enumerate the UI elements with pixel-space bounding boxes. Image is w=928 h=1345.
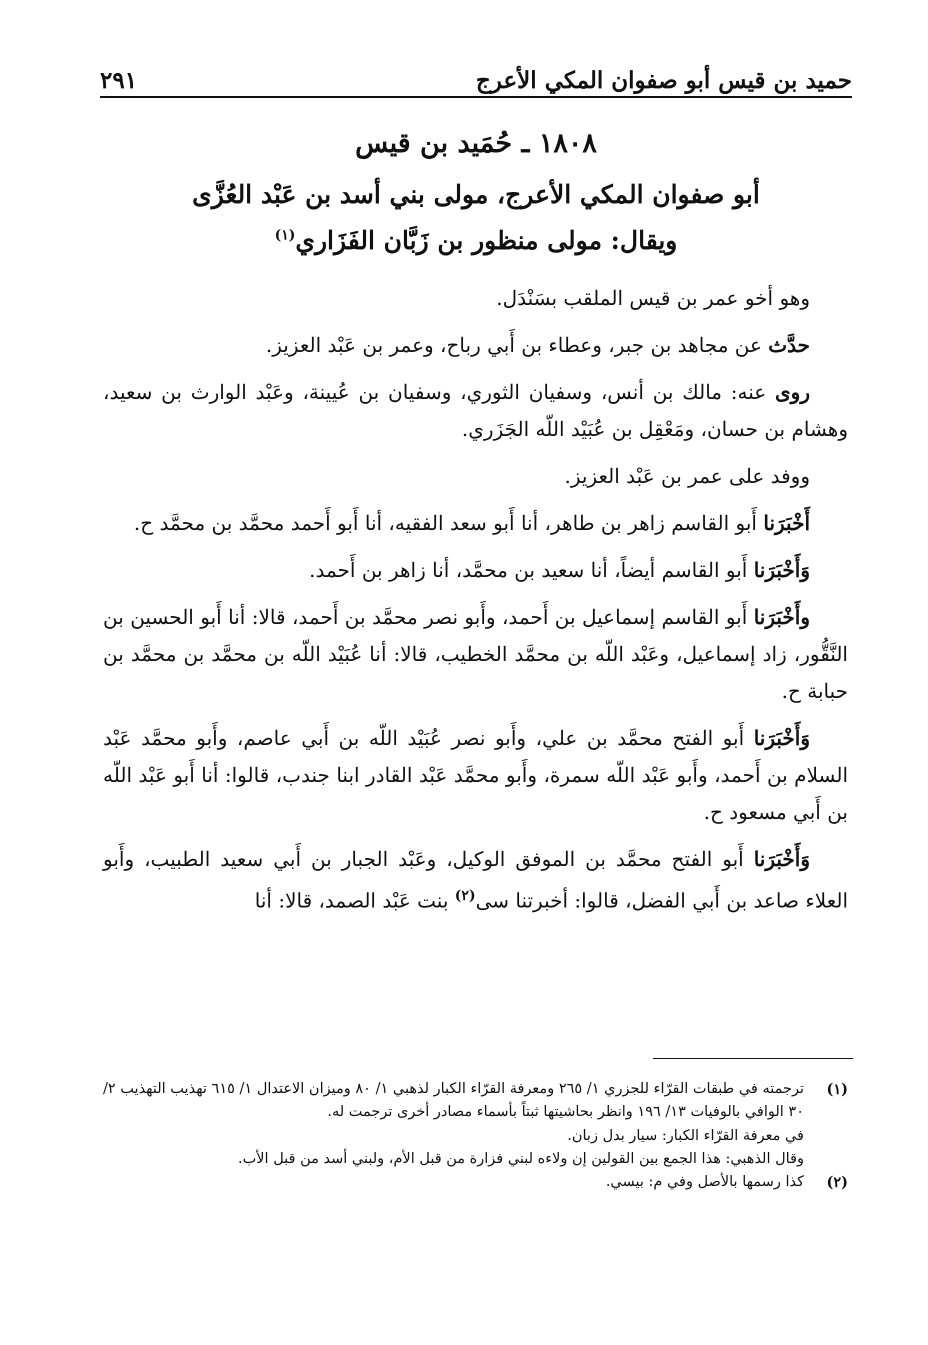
entry-subtitle-alt — [100, 226, 852, 255]
paragraph-text: أَبو الفتح محمَّد بن علي، وأَبو نصر عُبَيْد اللّه بن أَبي عاصم، وأَبو محمَّد عَبْد السلام بن أَحمد، وأَبو عَبْد اللّه سمرة، وأَبو محمَّد عَبْد القادر ابنا جندب، قالوا: أنا أَبو عَبْد اللّه بن أَبي مسعود ح. — [103, 726, 848, 824]
footnote-1-note: وقال الذهبي: هذا الجمع بين القولين إن ولاءه لبني فزارة من قبل الأم، ولبني أسد من قبل الأب. — [238, 1151, 804, 1167]
paragraph — [103, 505, 848, 542]
header-rule — [100, 96, 852, 98]
paragraph-lead: حدَّث — [768, 333, 810, 357]
footnote-marker: (٢) — [826, 1174, 848, 1191]
paragraph-lead: وَأَخْبَرَنا — [753, 558, 810, 582]
paragraph-text: عنه: مالك بن أنس، وسفيان الثوري، وسفيان بن عُيينة، وعَبْد الوارث بن سعيد، وهشام بن حسان، ومَعْقِل بن عُبَيْد اللّه الجَزَري. — [103, 380, 848, 441]
paragraph-text: عن مجاهد بن جبر، وعطاء بن أَبي رباح، وعمر بن عَبْد العزيز. — [265, 333, 762, 357]
footnote-2 — [103, 1171, 848, 1194]
running-title: حميد بن قيس أبو صفوان المكي الأعرج — [475, 67, 852, 94]
main-text — [103, 280, 848, 930]
paragraph: ووفد على عمر بن عَبْد العزيز. — [564, 464, 810, 488]
paragraph-text: أَبو القاسم زاهر بن طاهر، أنا أَبو سعد الفقيه، أنا أَبو أَحمد محمَّد بن محمَّد ح. — [133, 511, 757, 535]
paragraph-text: أَبو القاسم أيضاً، أنا سعيد بن محمَّد، أنا زاهر بن أَحمد. — [309, 558, 748, 582]
footnote-1 — [103, 1078, 848, 1124]
paragraph-text-cont: بنت عَبْد الصمد، قالا: أنا — [254, 888, 449, 913]
footnote-ref-2[interactable]: (٢) — [454, 888, 476, 904]
paragraph-lead: روى — [775, 380, 810, 404]
paragraph-lead: وَأَخْبَرَنا — [753, 847, 810, 871]
entry-subtitle-alt-text: ويقال: مولى منظور بن زَبَّان الفَزَاري — [295, 226, 678, 255]
paragraph-lead: وأَخْبَرَنا — [753, 605, 811, 629]
entry-title: ١٨٠٨ ـ حُمَيد بن قيس — [355, 128, 597, 159]
footnote-1-note: في معرفة القرّاء الكبار: سيار بدل زبان. — [567, 1128, 804, 1144]
paragraph-lead: أَخْبَرَنا — [763, 511, 810, 535]
paragraph — [103, 327, 848, 364]
paragraph — [103, 552, 848, 589]
paragraph — [103, 841, 848, 920]
footnote-ref-1[interactable]: (١) — [274, 227, 296, 244]
paragraph-text: أَبو القاسم إسماعيل بن أَحمد، وأَبو نصر محمَّد بن أَحمد، قالا: أنا أَبو الحسين بن النَّقُّور، زاد إسماعيل، وعَبْد اللّه بن محمَّد الخطيب، قالا: أنا عُبَيْد اللّه بن محمَّد بن محمَّد بن حبابة ح. — [103, 605, 848, 703]
running-header — [100, 58, 852, 94]
footnote-text: كذا رسمها بالأصل وفي م: بيسي. — [605, 1174, 804, 1190]
paragraph — [103, 720, 848, 831]
footnote-rule — [653, 1058, 853, 1059]
paragraph — [103, 599, 848, 710]
footnotes — [103, 1078, 848, 1195]
footnote-text: ترجمته في طبقات القرّاء للجزري ١/ ٢٦٥ ومعرفة القرّاء الكبار لذهبي ١/ ٨٠ وميزان الاعتدال ١/ ٦١٥ تهذيب التهذيب ٢/ ٣٠ الوافي بالوفيات ١٣/ ١٩٦ وانظر بحاشيتها ثبتاً بأسماء مصادر أخرى ترجمت له. — [103, 1081, 804, 1120]
footnote-marker: (١) — [826, 1081, 848, 1098]
paragraph-text: أَبو الفتح محمَّد بن الموفق الوكيل، وعَبْد الجبار بن أَبي سعيد الطبيب، وأَبو العلاء صاعد بن أَبي الفضل، قالوا: أخبرتنا سى — [103, 847, 848, 913]
entry-subtitle: أبو صفوان المكي الأعرج، مولى بني أسد بن عَبْد العُزَّى — [192, 180, 760, 209]
paragraph-lead: وَأَخْبَرَنا — [753, 726, 810, 750]
page-number: ٢٩١ — [100, 67, 138, 94]
paragraph — [103, 374, 848, 448]
paragraph: وهو أخو عمر بن قيس الملقب بسَنْدَل. — [496, 286, 810, 310]
